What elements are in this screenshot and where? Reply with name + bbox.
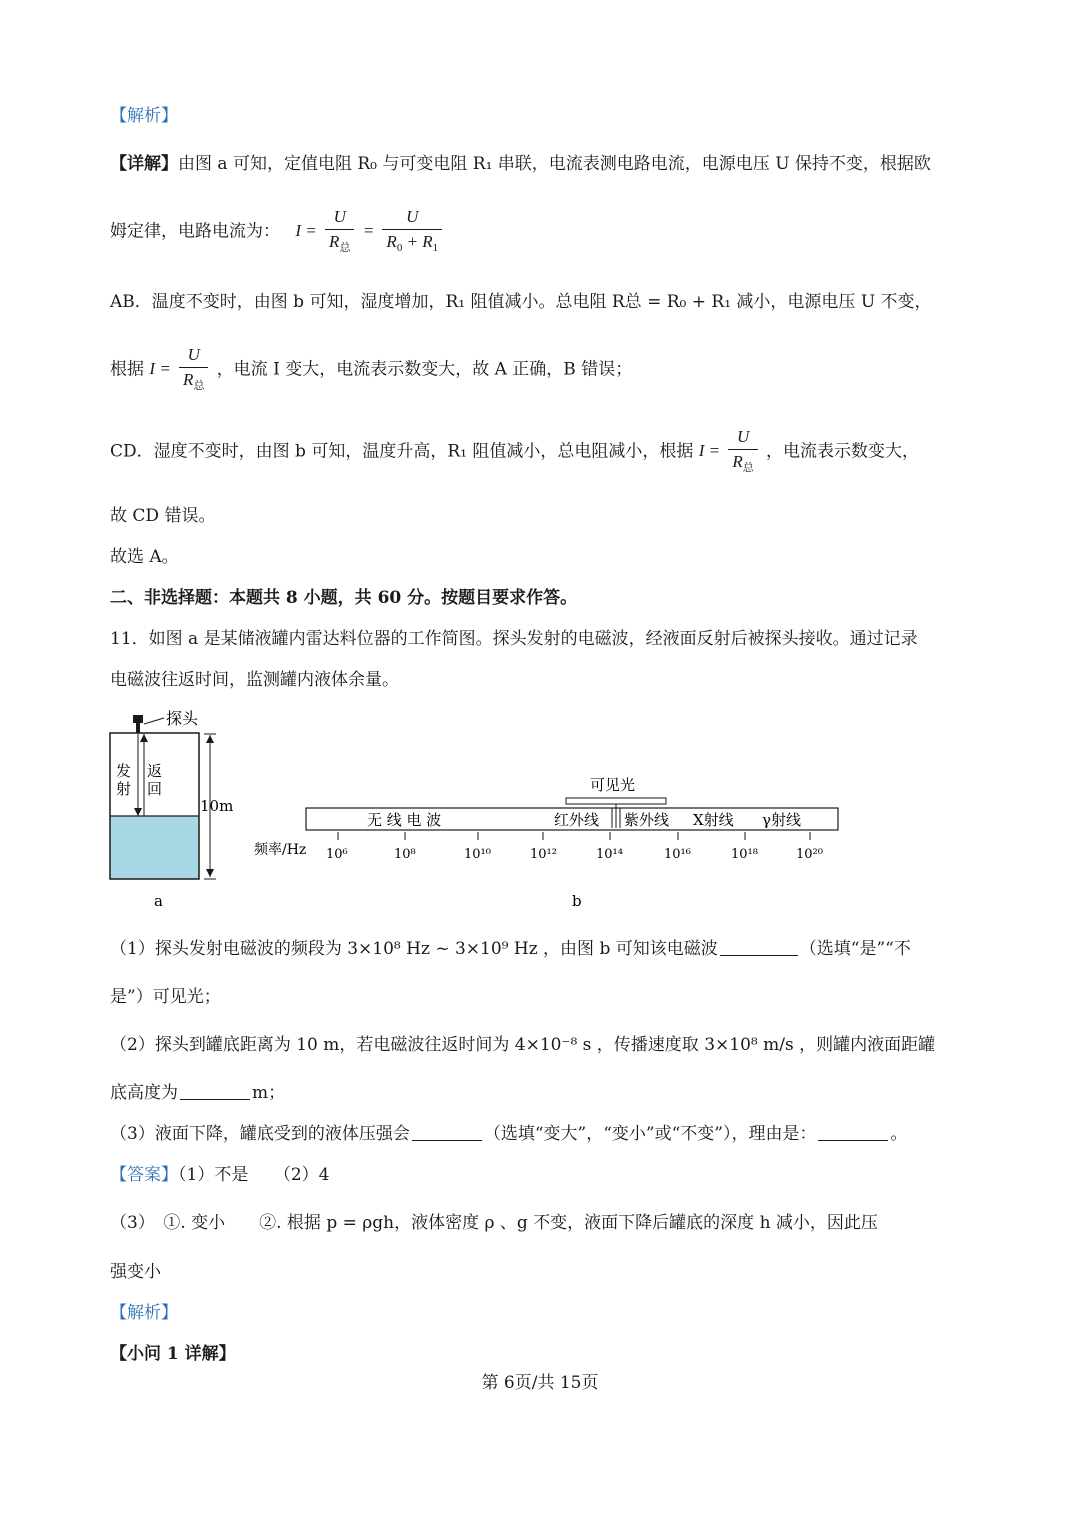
q11-part2-line1: （2）探头到罐底距离为 10 m，若电磁波往返时间为 4×10⁻⁸ s ，传播速度取 3×10⁸ m/s ，则罐内液面距罐 <box>110 1035 936 1055</box>
tick-1e14: 10¹⁴ <box>596 847 623 862</box>
band-xray: X射线 <box>693 811 734 829</box>
choice-line: 故选 A。 <box>110 547 179 567</box>
band-radio: 无 线 电 波 <box>367 811 442 829</box>
q11-part2-line2 <box>110 1080 285 1106</box>
ab-tail: ，电流 I 变大，电流表示数变大，故 A 正确，B 错误； <box>216 359 633 380</box>
figure-a-caption: a <box>154 892 163 910</box>
tick-1e10: 10¹⁰ <box>464 847 491 862</box>
cd-conclusion: 故 CD 错误。 <box>110 506 216 526</box>
tick-1e18: 10¹⁸ <box>731 847 758 862</box>
freq-axis-label: 频率/Hz <box>254 842 307 858</box>
cd-paragraph <box>110 425 919 480</box>
ab-lead: 根据 <box>110 359 144 380</box>
ab-paragraph-2 <box>110 343 632 398</box>
page-footer: 第 6页/共 15页 <box>481 1373 599 1393</box>
ab-paragraph: AB．温度不变时，由图 b 可知，湿度增加，R₁ 阻值减小。总电阻 R总 = R₀ + R₁ 减小，电源电压 U 不变， <box>110 292 932 312</box>
answer-tag: 【答案】 <box>110 1165 178 1185</box>
band-gamma: γ射线 <box>762 811 801 829</box>
liquid-fill <box>110 816 199 879</box>
band-ultraviolet: 紫外线 <box>624 811 670 829</box>
detail-text-1: 由图 a 可知，定值电阻 R₀ 与可变电阻 R₁ 串联，电流表测电路电流，电源电压 U 保持不变，根据欧 <box>178 154 931 174</box>
analysis-tag-2: 【解析】 <box>110 1303 178 1323</box>
answer-blank-1[interactable] <box>720 937 798 956</box>
ohm-formula: I = $\frac{U}{R_总}$ = $\frac{U}{R_0 + R_1}$ <box>295 221 446 240</box>
detail-paragraph-2 <box>110 205 446 260</box>
q11-stem-2: 电磁波往返时间，监测罐内液体余量。 <box>110 670 399 690</box>
answer-1-2: （1）不是 （2）4 <box>178 1165 330 1185</box>
cd-tail: ，电流表示数变大， <box>766 441 920 462</box>
emit-label-1: 发 <box>116 762 132 780</box>
q11-part1-line2: 是”）可见光； <box>110 987 221 1007</box>
q11-stem-1: 11．如图 a 是某储液罐内雷达料位器的工作简图。探头发射的电磁波，经液面反射后被探头接收。通过记录 <box>110 629 918 649</box>
analysis-header: 【解析】 <box>110 106 178 126</box>
return-label-2: 回 <box>147 780 163 798</box>
answer-blank-4[interactable] <box>818 1122 888 1141</box>
tick-1e12: 10¹² <box>530 847 557 862</box>
tick-1e6: 10⁶ <box>326 847 348 862</box>
height-label: 10m <box>200 797 234 815</box>
q11-part3 <box>110 1121 907 1147</box>
detail-paragraph-1 <box>110 151 931 177</box>
tick-1e16: 10¹⁶ <box>664 847 691 862</box>
tick-1e8: 10⁸ <box>394 847 416 862</box>
emit-label-2: 射 <box>116 780 132 798</box>
return-label-1: 返 <box>147 762 163 780</box>
q11-part1-b: （选填“是”“不 <box>799 939 911 959</box>
ab-formula: I = $\frac{U}{R_总}$ <box>149 359 216 378</box>
band-infrared: 红外线 <box>554 811 600 829</box>
figure-b-caption: b <box>572 892 582 910</box>
q11-part3-a: （3）液面下降，罐底受到的液体压强会 <box>110 1124 410 1144</box>
answer-blank-3[interactable] <box>412 1122 482 1141</box>
q11-part3-c: 。 <box>890 1124 908 1144</box>
cd-formula: I = $\frac{U}{R_总}$ <box>699 441 766 460</box>
figure-b-spectrum <box>250 770 850 916</box>
q11-part1-line1 <box>110 936 911 962</box>
answer-line-3b: 强变小 <box>110 1262 161 1282</box>
answer-line-1 <box>110 1162 329 1188</box>
q11-part1-a: （1）探头发射电磁波的频段为 3×10⁸ Hz ~ 3×10⁹ Hz ，由图 b 可知该电磁波 <box>110 939 718 959</box>
answer-line-3: （3） ①. 变小 ②. 根据 p = ρgh，液体密度 ρ 、g 不变，液面下降后罐底的深度 h 减小，因此压 <box>110 1213 878 1233</box>
q11-part3-b: （选填“变大”，“变小”或“不变”），理由是： <box>483 1124 817 1144</box>
probe-label: 探头 <box>166 709 199 728</box>
visible-light-label: 可见光 <box>590 776 636 794</box>
tick-1e20: 10²⁰ <box>796 847 823 862</box>
probe-icon <box>133 715 143 733</box>
q11-part2-b: 底高度为 <box>110 1083 178 1103</box>
cd-lead: CD．湿度不变时，由图 b 可知，温度升高，R₁ 阻值减小，总电阻减小，根据 <box>110 441 694 462</box>
section-heading: 二、非选择题：本题共 8 小题，共 60 分。按题目要求作答。 <box>110 588 578 608</box>
detail-tag: 【详解】 <box>110 154 178 174</box>
figure-a-tank <box>100 706 250 916</box>
detail-text-2: 姆定律，电路电流为： <box>110 221 280 242</box>
answer-blank-2[interactable] <box>180 1081 250 1100</box>
q11-part2-c: m； <box>252 1083 286 1103</box>
sub-question-1-tag: 【小问 1 详解】 <box>110 1344 236 1364</box>
